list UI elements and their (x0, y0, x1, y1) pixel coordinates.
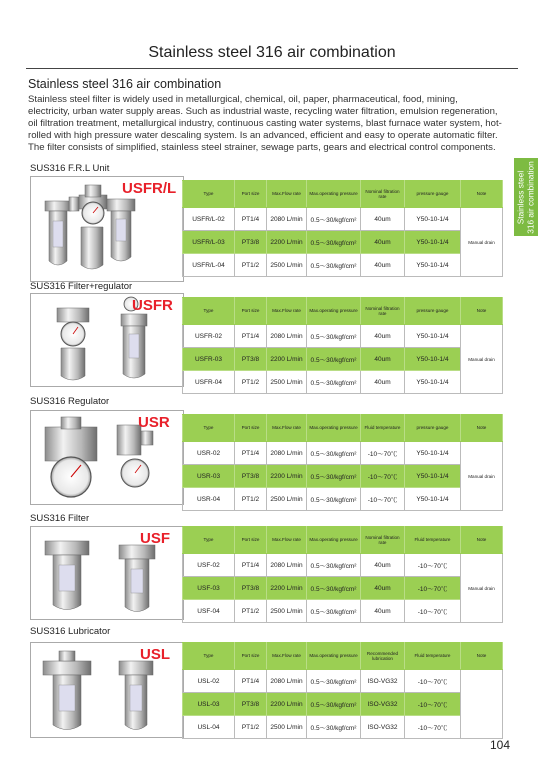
column-header: pressure gauge (405, 298, 461, 325)
table-cell: 2200 L/min (267, 577, 307, 600)
table-cell: 40um (361, 231, 405, 254)
table-cell: USFR/L-04 (183, 254, 235, 277)
table-row (183, 600, 503, 623)
column-header: Max.Flow rate (267, 298, 307, 325)
table-cell: PT3/8 (235, 577, 267, 600)
table-cell: 2200 L/min (267, 348, 307, 371)
column-header: Note (461, 643, 503, 670)
table-cell: Y50-10-1/4 (405, 442, 461, 465)
table-cell: 40um (361, 554, 405, 577)
table-cell: 0.5～30/kgf/cm² (307, 670, 361, 693)
spec-table-lubricator (182, 642, 503, 739)
table-cell: ISO-VG32 (361, 693, 405, 716)
table-cell: -10～70℃ (405, 670, 461, 693)
table-cell: PT1/2 (235, 600, 267, 623)
table-cell: 2080 L/min (267, 442, 307, 465)
table-row (183, 693, 503, 716)
column-header: Port size (235, 181, 267, 208)
table-cell: 2500 L/min (267, 371, 307, 394)
product-code-filter-regulator: USFR (132, 297, 173, 314)
table-header-row (183, 527, 503, 554)
table-cell: 0.5～30/kgf/cm² (307, 208, 361, 231)
intro-paragraph: Stainless steel filter is widely used in metallurgical, chemical, oil, paper, pharmaceutical, food, mining, electricity, urban water supply areas. Such as industrial waste, recycling water filtration, emulsion regeneration, oil filtration treatment, metallurgical industry, continuous casting water systems, blast furnace water system, hot-rolled with high pressure water descaling system. Is an advanced, efficient and easy to operate automatic filter. The filter consists of simplified, stainless steel strainer, sewage parts, gears and electrical control components. (28, 94, 502, 154)
table-cell: Y50-10-1/4 (405, 254, 461, 277)
table-cell: 0.5～30/kgf/cm² (307, 442, 361, 465)
table-cell: 2080 L/min (267, 208, 307, 231)
table-cell: USF-02 (183, 554, 235, 577)
table-row (183, 465, 503, 488)
section-label-filter: SUS316 Filter (30, 513, 90, 524)
column-header: Recommended lubrication (361, 643, 405, 670)
table-cell: Y50-10-1/4 (405, 465, 461, 488)
table-cell: PT1/4 (235, 208, 267, 231)
table-cell: -10～70℃ (405, 716, 461, 739)
table-cell: 2200 L/min (267, 231, 307, 254)
spec-table-filter (182, 526, 503, 623)
product-code-regulator: USR (138, 414, 170, 431)
column-header: Nominal filtration rate (361, 527, 405, 554)
table-cell: PT3/8 (235, 693, 267, 716)
column-header: Type (183, 643, 235, 670)
table-cell: PT1/4 (235, 442, 267, 465)
side-tab-line-2: 316 air combination (525, 160, 536, 234)
spec-table-regulator (182, 414, 503, 511)
table-cell: 0.5～30/kgf/cm² (307, 325, 361, 348)
table-cell: -10～70℃ (405, 577, 461, 600)
table-cell: -10～70℃ (361, 488, 405, 511)
table-row (183, 577, 503, 600)
table-cell: 2200 L/min (267, 693, 307, 716)
table-cell: 40um (361, 208, 405, 231)
table-cell: PT1/2 (235, 254, 267, 277)
note-cell: Manual drain (461, 442, 503, 511)
table-row (183, 254, 503, 277)
column-header: Max.operating pressure (307, 415, 361, 442)
table-cell: Y50-10-1/4 (405, 488, 461, 511)
table-cell: USL-04 (183, 716, 235, 739)
column-header: pressure gauge (405, 181, 461, 208)
table-cell: USFR-02 (183, 325, 235, 348)
table-cell: 40um (361, 325, 405, 348)
table-cell: 0.5～30/kgf/cm² (307, 577, 361, 600)
table-cell: Y50-10-1/4 (405, 208, 461, 231)
table-cell: 0.5～30/kgf/cm² (307, 693, 361, 716)
table-cell: 0.5～30/kgf/cm² (307, 716, 361, 739)
table-cell: PT1/4 (235, 554, 267, 577)
table-cell: PT1/2 (235, 488, 267, 511)
column-header: Max.operating pressure (307, 527, 361, 554)
table-cell: -10～70℃ (361, 442, 405, 465)
table-cell: 0.5～30/kgf/cm² (307, 465, 361, 488)
table-header-row (183, 298, 503, 325)
column-header: Note (461, 181, 503, 208)
table-cell: USR-02 (183, 442, 235, 465)
title-rule (26, 68, 518, 69)
table-cell: 2500 L/min (267, 488, 307, 511)
table-cell: -10～70℃ (405, 600, 461, 623)
spec-table-frl (182, 180, 503, 277)
side-tab-line-1: Stainless steel (515, 170, 526, 224)
page-title: Stainless steel 316 air combination (148, 44, 396, 61)
table-row (183, 348, 503, 371)
table-cell: USR-03 (183, 465, 235, 488)
column-header: Max.operating pressure (307, 298, 361, 325)
table-cell: PT3/8 (235, 348, 267, 371)
table-cell: USR-04 (183, 488, 235, 511)
product-code-lubricator: USL (140, 646, 170, 663)
table-row (183, 716, 503, 739)
table-header-row (183, 181, 503, 208)
table-cell: 2500 L/min (267, 254, 307, 277)
table-cell: PT1/2 (235, 716, 267, 739)
product-code-filter: USF (140, 530, 170, 547)
column-header: Fluid temperature (405, 643, 461, 670)
column-header: Type (183, 415, 235, 442)
table-cell: 40um (361, 371, 405, 394)
table-cell: 2500 L/min (267, 716, 307, 739)
table-cell: -10～70℃ (405, 693, 461, 716)
section-label-filter-regulator: SUS316 Filter+regulator (30, 281, 133, 292)
column-header: Port size (235, 298, 267, 325)
table-header-row (183, 415, 503, 442)
column-header: Fluid temperature (405, 527, 461, 554)
table-cell: PT3/8 (235, 465, 267, 488)
section-subtitle: Stainless steel 316 air combination (28, 77, 222, 91)
table-row (183, 488, 503, 511)
table-cell: ISO-VG32 (361, 716, 405, 739)
column-header: Nominal filtration rate (361, 181, 405, 208)
table-cell: USL-02 (183, 670, 235, 693)
column-header: Type (183, 527, 235, 554)
column-header: Port size (235, 527, 267, 554)
table-cell: -10～70℃ (405, 554, 461, 577)
table-cell: PT1/4 (235, 670, 267, 693)
table-row (183, 208, 503, 231)
column-header: Max.operating pressure (307, 181, 361, 208)
table-cell: USL-03 (183, 693, 235, 716)
table-cell: 40um (361, 600, 405, 623)
table-cell: 0.5～30/kgf/cm² (307, 371, 361, 394)
table-row (183, 442, 503, 465)
table-cell: 0.5～30/kgf/cm² (307, 348, 361, 371)
note-cell (461, 670, 503, 739)
table-cell: Y50-10-1/4 (405, 371, 461, 394)
table-header-row (183, 643, 503, 670)
product-code-frl: USFR/L (122, 180, 177, 197)
table-row (183, 231, 503, 254)
table-cell: 0.5～30/kgf/cm² (307, 600, 361, 623)
column-header: Max.Flow rate (267, 527, 307, 554)
table-cell: 2080 L/min (267, 554, 307, 577)
column-header: Note (461, 298, 503, 325)
column-header: Note (461, 527, 503, 554)
table-cell: PT1/2 (235, 371, 267, 394)
table-cell: -10～70℃ (361, 465, 405, 488)
column-header: Max.Flow rate (267, 643, 307, 670)
table-cell: Y50-10-1/4 (405, 348, 461, 371)
table-cell: 40um (361, 254, 405, 277)
section-label-regulator: SUS316 Regulator (30, 396, 110, 407)
column-header: pressure gauge (405, 415, 461, 442)
note-cell: Manual drain (461, 325, 503, 394)
column-header: Nominal filtration rate (361, 298, 405, 325)
note-cell: Manual drain (461, 208, 503, 277)
section-label-frl: SUS316 F.R.L Unit (30, 163, 110, 174)
column-header: Max.operating pressure (307, 643, 361, 670)
table-cell: ISO-VG32 (361, 670, 405, 693)
table-cell: USFR/L-03 (183, 231, 235, 254)
table-cell: 2080 L/min (267, 325, 307, 348)
table-row (183, 554, 503, 577)
table-cell: USFR-03 (183, 348, 235, 371)
table-cell: 0.5～30/kgf/cm² (307, 231, 361, 254)
column-header: Fluid temperature (361, 415, 405, 442)
column-header: Note (461, 415, 503, 442)
table-cell: 40um (361, 348, 405, 371)
note-cell: Manual drain (461, 554, 503, 623)
table-row (183, 371, 503, 394)
column-header: Port size (235, 415, 267, 442)
column-header: Type (183, 181, 235, 208)
column-header: Max.Flow rate (267, 181, 307, 208)
table-cell: 2080 L/min (267, 670, 307, 693)
table-row (183, 325, 503, 348)
table-cell: 0.5～30/kgf/cm² (307, 554, 361, 577)
column-header: Type (183, 298, 235, 325)
table-cell: USFR/L-02 (183, 208, 235, 231)
column-header: Max.Flow rate (267, 415, 307, 442)
table-cell: Y50-10-1/4 (405, 231, 461, 254)
table-cell: 2200 L/min (267, 465, 307, 488)
table-cell: 0.5～30/kgf/cm² (307, 488, 361, 511)
page-number: 104 (490, 738, 511, 752)
table-cell: 40um (361, 577, 405, 600)
table-row (183, 670, 503, 693)
table-cell: PT3/8 (235, 231, 267, 254)
table-cell: 0.5～30/kgf/cm² (307, 254, 361, 277)
table-cell: USF-03 (183, 577, 235, 600)
table-cell: PT1/4 (235, 325, 267, 348)
table-cell: USF-04 (183, 600, 235, 623)
column-header: Port size (235, 643, 267, 670)
side-tab (514, 158, 538, 236)
spec-table-filter-regulator (182, 297, 503, 394)
table-cell: USFR-04 (183, 371, 235, 394)
table-cell: 2500 L/min (267, 600, 307, 623)
section-label-lubricator: SUS316 Lubricator (30, 626, 111, 637)
table-cell: Y50-10-1/4 (405, 325, 461, 348)
